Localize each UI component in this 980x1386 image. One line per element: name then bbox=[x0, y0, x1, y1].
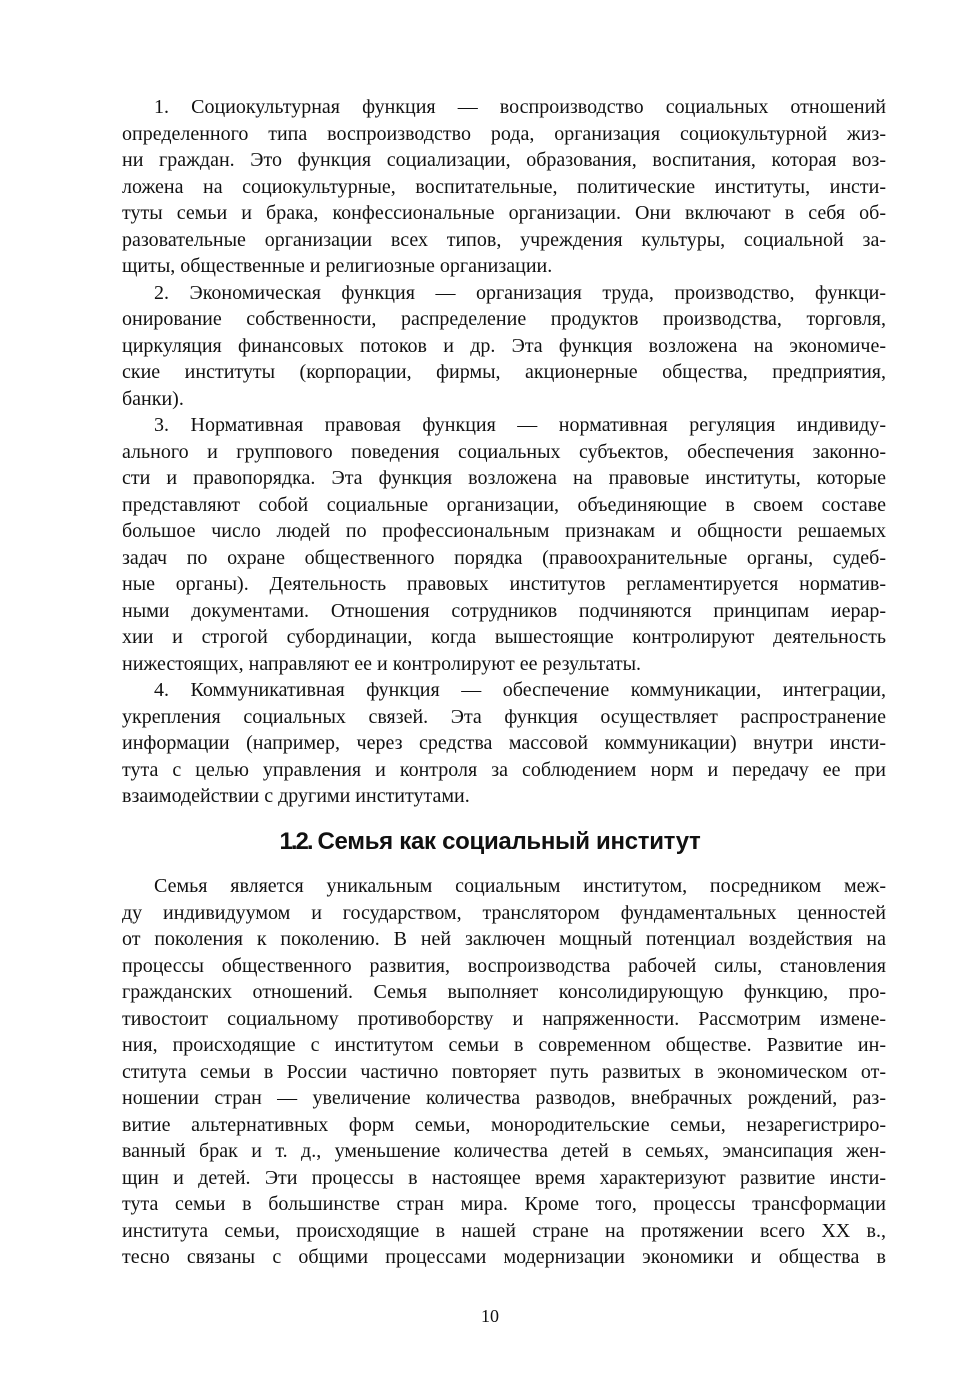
paragraph bbox=[122, 280, 886, 413]
section-heading bbox=[0, 828, 980, 856]
text-line: 3. Нормативная правовая функция — нормативная регуляция индивиду- bbox=[154, 414, 886, 436]
text-line: сти и правопорядка. Эта функция возложена на правовые институты, которые bbox=[122, 467, 886, 489]
text-line: взаимодействии с другими институтами. bbox=[122, 785, 470, 807]
text-line: туты семьи и брака, конфессиональные организации. Они включают в себя об- bbox=[122, 202, 886, 224]
section-title: Семья как социальный институт bbox=[317, 828, 701, 855]
text-line: хии и строгой субординации, когда вышестоящие контролируют деятельность bbox=[122, 626, 886, 648]
text-line: Семья является уникальным социальным институтом, посредником меж- bbox=[154, 875, 886, 897]
text-line: задач по охране общественного порядка (правоохранительные органы, судеб- bbox=[122, 546, 886, 569]
text-line: онирование собственности, распределение продуктов производства, торговля, bbox=[122, 308, 886, 330]
text-line: тута с целью управления и контроля за соблюдением норм и передачу ее при bbox=[122, 758, 886, 781]
functions-list bbox=[122, 94, 886, 810]
text-line: ни граждан. Это функция социализации, образования, воспитания, которая воз- bbox=[122, 149, 886, 171]
section-number: 1.2. bbox=[279, 828, 312, 855]
text-line: ститута семьи в России частично повторяет путь развитых в экономическом от- bbox=[122, 1060, 886, 1083]
text-line: от поколения к поколению. В ней заключен мощный потенциал воздействия на bbox=[122, 928, 886, 950]
text-line: щиты, общественные и религиозные организации. bbox=[122, 255, 553, 277]
family-section-body bbox=[122, 873, 886, 1271]
text-line: укрепления социальных связей. Эта функция осуществляет распространение bbox=[122, 705, 886, 728]
text-line: ложена на социокультурные, воспитательные, политические институты, инсти- bbox=[122, 175, 886, 198]
text-line: определенного типа воспроизводство рода, организация социокультурной жиз- bbox=[122, 122, 886, 145]
text-line: 1. Социокультурная функция — воспроизводство социальных отношений bbox=[154, 96, 886, 118]
page-number: 10 bbox=[481, 1306, 499, 1326]
text-line: 4. Коммуникативная функция — обеспечение коммуникации, интеграции, bbox=[154, 679, 886, 701]
text-line: института семьи, происходящие в нашей стране на протяжении всего XX в., bbox=[122, 1219, 886, 1242]
text-line: представляют собой социальные организации, объединяющие в своем составе bbox=[122, 493, 886, 516]
text-line: большое число людей по профессиональным признакам и общности решаемых bbox=[122, 520, 886, 542]
text-line: тивостоит социальному противоборству и напряженности. Рассмотрим измене- bbox=[122, 1007, 886, 1030]
paragraph bbox=[122, 94, 886, 280]
text-line: разовательные организации всех типов, учреждения культуры, социальной за- bbox=[122, 228, 886, 251]
text-line: тута семьи в большинстве стран мира. Кроме того, процессы трансформации bbox=[122, 1193, 886, 1215]
text-line: ду индивидуумом и государством, транслятором фундаментальных ценностей bbox=[122, 901, 886, 924]
text-line: циркуляция финансовых потоков и др. Эта функция возложена на экономиче- bbox=[122, 334, 886, 357]
text-line: банки). bbox=[122, 387, 184, 410]
text-line: нижестоящих, направляют ее и контролируют ее результаты. bbox=[122, 652, 642, 675]
text-line: информации (например, через средства массовой коммуникации) внутри инсти- bbox=[122, 732, 886, 754]
text-line: ными документами. Отношения сотрудников подчиняются принципам иерар- bbox=[122, 599, 886, 622]
text-line: процессы общественного развития, воспроизводства рабочей силы, становления bbox=[122, 954, 886, 977]
text-line: щин и детей. Эти процессы в настоящее время характеризуют развитие инсти- bbox=[122, 1166, 886, 1189]
text-line: 2. Экономическая функция — организация труда, производство, функци- bbox=[154, 281, 886, 304]
text-line: витие альтернативных форм семьи, монородительские семьи, незарегистриро- bbox=[122, 1113, 886, 1136]
text-line: ванный брак и т. д., уменьшение количества детей в семьях, эмансипация жен- bbox=[122, 1140, 886, 1162]
text-line: ального и группового поведения социальных субъектов, обеспечения законно- bbox=[122, 440, 886, 463]
text-line: ские институты (корпорации, фирмы, акционерные общества, предприятия, bbox=[122, 361, 886, 383]
text-line: тесно связаны с общими процессами модернизации экономики и общества в bbox=[122, 1246, 886, 1268]
text-line: ния, происходящие с институтом семьи в современном обществе. Развитие ин- bbox=[122, 1034, 886, 1056]
paragraph bbox=[122, 412, 886, 677]
paragraph bbox=[122, 677, 886, 810]
paragraph bbox=[122, 873, 886, 1271]
text-line: ные органы). Деятельность правовых институтов регламентируется норматив- bbox=[122, 573, 886, 595]
text-line: ношении стран — увеличение количества разводов, внебрачных рождений, раз- bbox=[122, 1087, 886, 1109]
text-line: гражданских отношений. Семья выполняет консолидирующую функцию, про- bbox=[122, 981, 886, 1003]
